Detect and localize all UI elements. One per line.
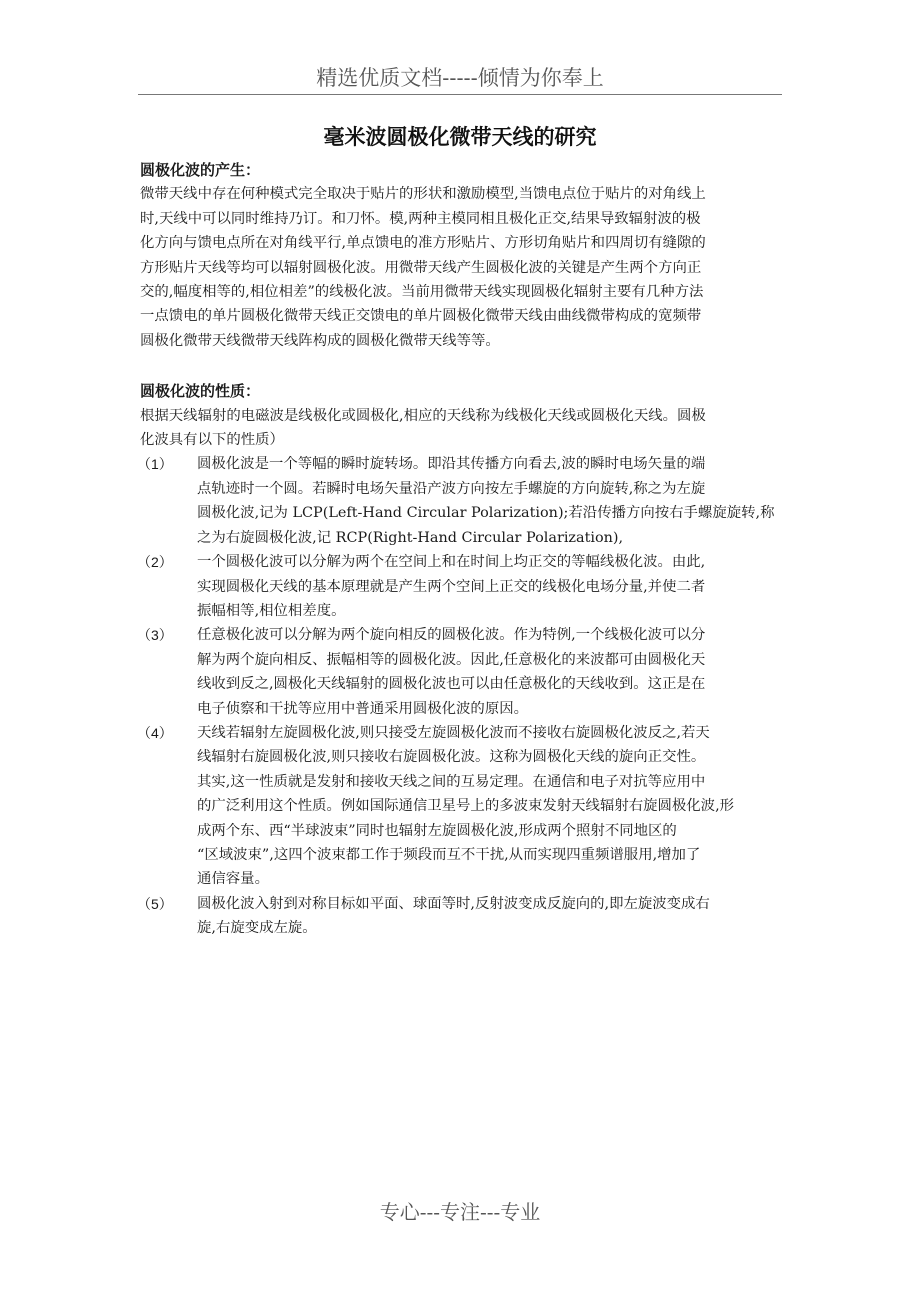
list-item-line: 任意极化波可以分解为两个旋向相反的圆极化波。作为特例,一个线极化波可以分 [197,627,706,644]
spacer [140,353,780,379]
list-item-line: 圆极化波入射到对称目标如平面、球面等时,反射波变成反旋向的,即左旋波变成右 [197,895,710,912]
paragraph-line: 方形贴片天线等均可以辐射圆极化波。用微带天线产生圆极化波的关键是产生两个方向正 [140,259,702,276]
list-item [137,721,780,892]
section-generation-paragraph [140,182,780,353]
list-item-line: 点轨迹时一个圆。若瞬时电场矢量沿产波方向按左手螺旋的方向旋转,称之为左旋 [197,480,706,497]
list-item [137,623,780,721]
list-item-line: 成两个东、西“半球波束”同时也辐射左旋圆极化波,形成两个照射不同地区的 [197,822,677,839]
document-body [137,158,780,941]
list-item [137,892,780,941]
list-item-number: （3） [137,627,173,644]
paragraph-line: 微带天线中存在何种模式完全取决于贴片的形状和激励模型,当馈电点位于贴片的对角线上 [140,186,706,203]
properties-list [137,452,780,940]
list-item-line: 的广泛利用这个性质。例如国际通信卫星号上的多波束发射天线辐射右旋圆极化波,形 [197,798,735,815]
paragraph-line: 化波具有以下的性质） [140,432,284,449]
paragraph-line: 化方向与馈电点所在对角线平行,单点馈电的准方形贴片、方形切角贴片和四周切有缝隙的 [140,235,706,252]
paragraph-line: 时,天线中可以同时维持乃订。和刀怀。模,两种主模同相且极化正交,结果导致辐射波的极 [140,210,701,227]
page-header: 精选优质文档-----倾情为你奉上 [316,66,604,90]
list-item-line: 解为两个旋向相反、振幅相等的圆极化波。因此,任意极化的来波都可由圆极化天 [197,651,706,668]
section-properties-intro [140,404,780,453]
list-item-line: 之为右旋圆极化波,记 RCP(Right-Hand Circular Polarization), [197,529,624,546]
list-item-line: 线收到反之,圆极化天线辐射的圆极化波也可以由任意极化的天线收到。这正是在 [197,676,706,693]
list-item-line: 圆极化波是一个等幅的瞬时旋转场。即沿其传播方向看去,波的瞬时电场矢量的端 [197,456,706,473]
list-item-line: 一个圆极化波可以分解为两个在空间上和在时间上均正交的等幅线极化波。由此, [197,554,706,571]
list-item [137,550,780,623]
list-item-line: 电子侦察和干扰等应用中普通采用圆极化波的原因。 [197,700,528,717]
list-item-line: 通信容量。 [197,871,269,888]
list-item-line: 天线若辐射左旋圆极化波,则只接受左旋圆极化波而不接收右旋圆极化波反之,若天 [197,724,710,741]
list-item-number: （2） [137,554,173,571]
header-divider [138,94,782,95]
list-item-line: 振幅相等,相位相差度。 [197,602,346,619]
list-item-number: （5） [137,895,173,912]
paragraph-line: 一点馈电的单片圆极化微带天线正交馈电的单片圆极化微带天线由曲线微带构成的宽频带 [140,308,702,325]
list-item [137,452,780,550]
paragraph-line: 圆极化微带天线微带天线阵构成的圆极化微带天线等等。 [140,332,500,349]
list-item-line: 实现圆极化天线的基本原理就是产生两个空间上正交的线极化电场分量,并使二者 [197,578,706,595]
list-item-line: “区域波束”,这四个波束都工作于频段而互不干扰,从而实现四重频谱服用,增加了 [197,846,701,863]
list-item-number: （4） [137,724,173,741]
section-heading-properties: 圆极化波的性质： [140,382,261,401]
list-item-number: （1） [137,456,173,473]
paragraph-line: 根据天线辐射的电磁波是线极化或圆极化,相应的天线称为线极化天线或圆极化天线。圆极 [140,407,706,424]
page-footer: 专心---专注---专业 [379,1200,541,1224]
document-title: 毫米波圆极化微带天线的研究 [323,124,597,149]
list-item-line: 线辐射右旋圆极化波,则只接收右旋圆极化波。这称为圆极化天线的旋向正交性。 [197,749,706,766]
list-item-line: 其实,这一性质就是发射和接收天线之间的互易定理。在通信和电子对抗等应用中 [197,773,706,790]
list-item-line: 旋,右旋变成左旋。 [197,920,317,937]
list-item-line: 圆极化波,记为 LCP(Left-Hand Circular Polarization);若沿传播方向按右手螺旋旋转,称 [197,505,775,522]
section-heading-generation: 圆极化波的产生： [140,161,261,179]
paragraph-line: 交的,幅度相等的,相位相差”的线极化波。当前用微带天线实现圆极化辐射主要有几种方法 [140,284,704,301]
